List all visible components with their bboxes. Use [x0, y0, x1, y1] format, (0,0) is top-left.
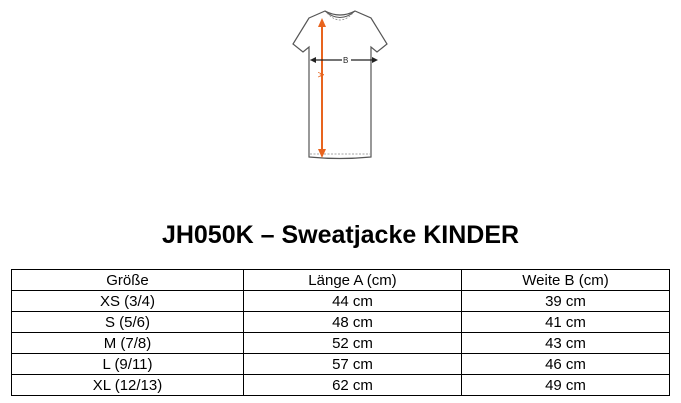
table-row — [12, 291, 670, 312]
table-row — [12, 375, 670, 396]
table-row — [12, 312, 670, 333]
cell-length: 57 cm — [244, 354, 462, 375]
cell-width: 43 cm — [462, 333, 670, 354]
cell-size: M (7/8) — [12, 333, 244, 354]
table-row — [12, 354, 670, 375]
cell-width: 39 cm — [462, 291, 670, 312]
page-title: JH050K – Sweatjacke KINDER — [161, 221, 520, 249]
table-row — [12, 333, 670, 354]
cell-width: 41 cm — [462, 312, 670, 333]
cell-size: L (9/11) — [12, 354, 244, 375]
cell-length: 62 cm — [244, 375, 462, 396]
size-table — [11, 269, 670, 396]
cell-width: 49 cm — [462, 375, 670, 396]
tshirt-outline — [293, 11, 387, 159]
cell-length: 52 cm — [244, 333, 462, 354]
cell-size: S (5/6) — [12, 312, 244, 333]
label-b: B — [343, 56, 349, 65]
cell-length: 48 cm — [244, 312, 462, 333]
cell-length: 44 cm — [244, 291, 462, 312]
label-a: A — [316, 72, 325, 78]
cell-size: XL (12/13) — [12, 375, 244, 396]
header-size: Größe — [12, 270, 244, 291]
header-width-b: Weite B (cm) — [462, 270, 670, 291]
cell-width: 46 cm — [462, 354, 670, 375]
table-header-row — [12, 270, 670, 291]
header-length-a: Länge A (cm) — [244, 270, 462, 291]
cell-size: XS (3/4) — [12, 291, 244, 312]
tshirt-measurement-icon — [270, 0, 410, 165]
